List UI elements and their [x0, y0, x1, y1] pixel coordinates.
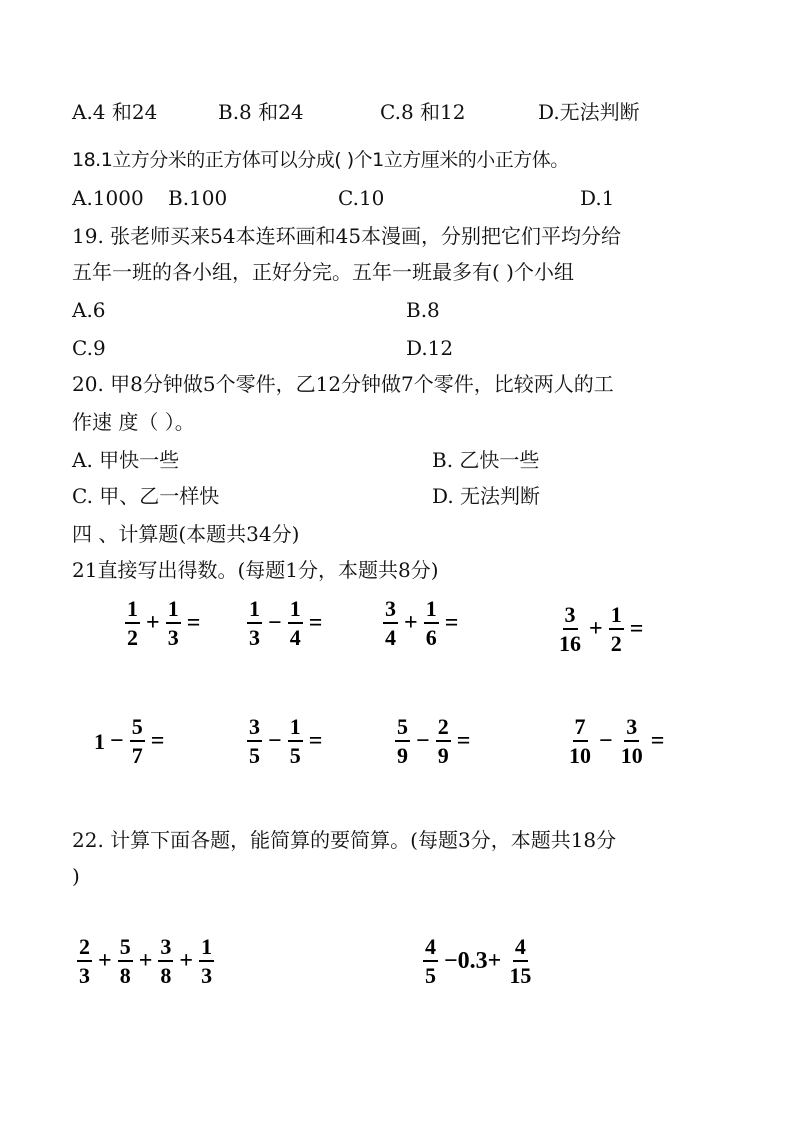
fraction: [247, 716, 262, 767]
calc-1-3: [380, 598, 461, 649]
equals-sign: =: [629, 616, 644, 642]
numerator: 1: [166, 598, 181, 624]
calc-2-2: [244, 716, 325, 767]
denominator: 15: [509, 963, 532, 988]
equals-sign: =: [186, 610, 201, 636]
fraction: [507, 936, 533, 987]
numerator: 3: [247, 716, 262, 742]
operator: −: [110, 728, 124, 754]
denominator: 7: [131, 743, 143, 768]
q19-option-a: A.6: [72, 298, 106, 322]
q19-option-b: B.8: [406, 298, 440, 322]
denominator: 3: [79, 963, 90, 988]
numerator: 1: [199, 936, 214, 962]
numerator: 1: [609, 604, 624, 630]
denominator: 5: [249, 743, 260, 768]
equals-sign: =: [150, 728, 165, 754]
question-19-line-2: 五年一班的各小组，正好分完。五年一班最多有( )个小组: [72, 260, 574, 284]
fraction: [436, 716, 451, 767]
operator: +: [146, 610, 160, 636]
question-20-line-2: 作速 度（ ）。: [72, 410, 195, 434]
q18-option-d: D.1: [580, 186, 615, 210]
q20-option-c: C. 甲、乙一样快: [72, 484, 220, 508]
calc-22-1: [74, 936, 217, 987]
denominator: 4: [385, 625, 396, 650]
denominator: 8: [119, 963, 131, 988]
whole-number: 1: [94, 728, 105, 754]
numerator: 3: [383, 598, 398, 624]
q20-option-a: A. 甲快一些: [72, 448, 180, 472]
denominator: 4: [289, 625, 301, 650]
section-4-heading: 四 、计算题(本题共34分): [72, 522, 300, 546]
denominator: 9: [397, 743, 408, 768]
operator: −: [599, 728, 613, 754]
equals-sign: =: [456, 728, 471, 754]
fraction: [424, 598, 439, 649]
equals-sign: =: [308, 610, 323, 636]
fraction: [395, 716, 410, 767]
q18-option-a: A.1000: [72, 186, 144, 210]
numerator: 3: [563, 604, 578, 630]
fraction: [166, 598, 181, 649]
calc-2-3: [392, 716, 473, 767]
numerator: 3: [158, 936, 173, 962]
fraction: [619, 716, 645, 767]
numerator: 1: [125, 598, 140, 624]
operator: −0.3+: [444, 948, 502, 974]
fraction: [158, 936, 173, 987]
operator: +: [98, 948, 112, 974]
operator: +: [404, 610, 418, 636]
numerator: 1: [424, 598, 439, 624]
denominator: 16: [559, 631, 581, 656]
fraction: [609, 604, 624, 655]
numerator: 5: [130, 716, 145, 742]
denominator: 2: [127, 625, 138, 650]
prev-option-b: B.8 和24: [218, 100, 304, 124]
q19-option-c: C.9: [72, 336, 106, 360]
numerator: 2: [77, 936, 92, 962]
question-18-text: 18.1立方分米的正方体可以分成( )个1立方厘米的小正方体。: [72, 149, 569, 171]
fraction: [125, 598, 140, 649]
numerator: 3: [624, 716, 639, 742]
operator: +: [589, 616, 603, 642]
calc-1-2: [244, 598, 325, 649]
numerator: 4: [423, 936, 438, 962]
question-21-title: 21直接写出得数。(每题1分，本题共8分): [72, 558, 439, 582]
fraction: [423, 936, 438, 987]
numerator: 2: [436, 716, 451, 742]
equals-sign: =: [308, 728, 323, 754]
fraction: [288, 598, 303, 649]
denominator: 6: [425, 625, 437, 650]
q19-option-d: D.12: [406, 336, 454, 360]
denominator: 5: [289, 743, 301, 768]
calc-2-4: [564, 716, 667, 767]
calc-1-4: [554, 604, 646, 655]
denominator: 9: [437, 743, 449, 768]
fraction: [288, 716, 303, 767]
fraction: [383, 598, 398, 649]
denominator: 10: [620, 743, 643, 768]
denominator: 8: [160, 963, 172, 988]
calc-2-1: [92, 716, 167, 767]
prev-option-a: A.4 和24: [72, 100, 158, 124]
denominator: 2: [610, 631, 622, 656]
fraction: [77, 936, 92, 987]
prev-option-c: C.8 和12: [380, 100, 466, 124]
denominator: 3: [201, 963, 213, 988]
question-19-line-1: 19. 张老师买来54本连环画和45本漫画，分别把它们平均分给: [72, 224, 622, 248]
fraction: [567, 716, 593, 767]
equals-sign: =: [650, 728, 665, 754]
q18-option-b: B.100: [168, 186, 228, 210]
numerator: 7: [573, 716, 588, 742]
denominator: 10: [569, 743, 591, 768]
fraction: [130, 716, 145, 767]
question-20-line-1: 20. 甲8分钟做5个零件，乙12分钟做7个零件，比较两人的工: [72, 372, 614, 396]
fraction: [557, 604, 583, 655]
numerator: 1: [288, 598, 303, 624]
numerator: 5: [118, 936, 133, 962]
denominator: 5: [425, 963, 436, 988]
q20-option-d: D. 无法判断: [432, 484, 541, 508]
denominator: 3: [167, 625, 179, 650]
operator: −: [416, 728, 430, 754]
operator: +: [138, 948, 153, 974]
denominator: 3: [249, 625, 260, 650]
calc-22-2: [420, 936, 536, 987]
operator: +: [179, 948, 194, 974]
numerator: 4: [513, 936, 528, 962]
fraction: [199, 936, 214, 987]
fraction: [118, 936, 133, 987]
question-22-line-2: ): [72, 864, 80, 888]
question-22-line-1: 22. 计算下面各题，能简算的要简算。(每题3分，本题共18分: [72, 828, 617, 852]
prev-option-d: D.无法判断: [538, 100, 640, 124]
numerator: 1: [247, 598, 262, 624]
operator: −: [268, 610, 282, 636]
q18-option-c: C.10: [338, 186, 385, 210]
numerator: 1: [288, 716, 303, 742]
fraction: [247, 598, 262, 649]
q20-option-b: B. 乙快一些: [432, 448, 540, 472]
calc-1-1: [122, 598, 203, 649]
equals-sign: =: [444, 610, 459, 636]
numerator: 5: [395, 716, 410, 742]
operator: −: [268, 728, 282, 754]
